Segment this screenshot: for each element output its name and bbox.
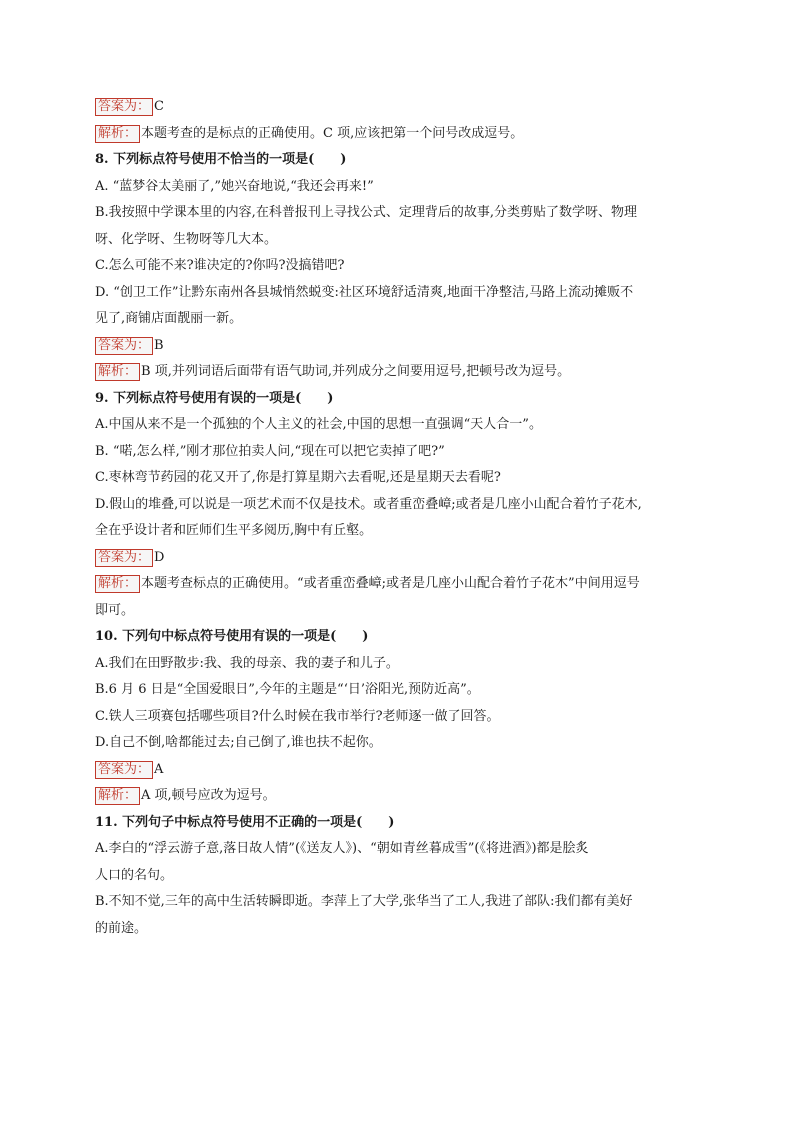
analysis-tag: 解析： [95, 575, 140, 593]
answer-value: D [154, 549, 165, 565]
analysis-text: 本题考查的是标点的正确使用。C 项,应该把第一个问号改成逗号。 [141, 125, 524, 141]
answer-tag: 答案为： [95, 549, 153, 567]
answer-tag: 答案为： [95, 98, 153, 116]
answer-value: C [154, 99, 164, 114]
analysis-line-q7 [95, 121, 705, 148]
option-b-q8-line2: 呀、化学呀、生物呀等几大本。 [95, 231, 278, 247]
answer-tag: 答案为： [95, 337, 153, 355]
document-content [95, 94, 705, 942]
question-stem-10: 10. 下列句中标点符号使用有误的一项是( ) [95, 629, 369, 644]
option-d-q9-line2: 全在乎设计者和匠师们生平多阅历,胸中有丘壑。 [95, 523, 373, 538]
analysis-tag: 解析： [95, 363, 140, 381]
option-d-q8-line1: D. “创卫工作”让黔东南州各县城悄然蜕变:社区环境舒适清爽,地面干净整洁,马路上流动摊贩不 [95, 284, 634, 300]
analysis-line-q8 [95, 359, 705, 386]
analysis-line-q9-cont: 即可。 [95, 602, 135, 618]
option-a-q9: A.中国从来不是一个孤独的个人主义的社会,中国的思想一直强调“天人合一”。 [95, 417, 542, 432]
option-b-q9: B. “喏,怎么样,”刚才那位拍卖人问,“现在可以把它卖掉了吧?” [95, 443, 445, 459]
answer-line-q7 [95, 94, 705, 121]
analysis-line-q9 [95, 571, 705, 598]
question-stem-8: 8. 下列标点符号使用不恰当的一项是( ) [95, 152, 347, 167]
option-a-q10: A.我们在田野散步:我、我的母亲、我的妻子和儿子。 [95, 655, 399, 671]
answer-tag: 答案为： [95, 761, 153, 779]
option-a-q11-line2: 人口的名句。 [95, 867, 174, 883]
analysis-tag: 解析： [95, 125, 140, 143]
question-stem-11: 11. 下列句子中标点符号使用不正确的一项是( ) [95, 814, 395, 830]
option-b-q11-line2: 的前途。 [95, 920, 148, 936]
option-a-q8: A. “蓝梦谷太美丽了,”她兴奋地说,“我还会再来!” [95, 178, 374, 194]
question-stem-9: 9. 下列标点符号使用有误的一项是( ) [95, 390, 334, 406]
analysis-tag: 解析： [95, 787, 140, 805]
option-d-q10: D.自己不倒,啥都能过去;自己倒了,谁也扶不起你。 [95, 735, 382, 750]
option-c-q8: C.怎么可能不来?谁决定的?你吗?没搞错吧? [95, 258, 345, 273]
answer-value: B [154, 337, 164, 353]
answer-line-q8 [95, 333, 705, 360]
answer-value: A [154, 761, 164, 777]
option-a-q11-line1: A.李白的“浮云游子意,落日故人情”(《送友人》)、“朝如青丝暮成雪”(《将进酒》)都是脍炙 [95, 841, 589, 856]
option-d-q9-line1: D.假山的堆叠,可以说是一项艺术而不仅是技术。或者重峦叠嶂;或者是几座小山配合着竹子花木, [95, 496, 642, 512]
option-d-q8-line2: 见了,商铺店面靓丽一新。 [95, 311, 243, 326]
analysis-text: 本题考查标点的正确使用。“或者重峦叠嶂;或者是几座小山配合着竹子花木”中间用逗号 [141, 576, 640, 591]
answer-line-q9 [95, 545, 705, 572]
option-b-q11-line1: B.不知不觉,三年的高中生活转瞬即逝。李萍上了大学,张华当了工人,我进了部队:我们都有美好 [95, 894, 633, 909]
analysis-line-q10 [95, 783, 705, 810]
option-b-q10: B.6 月 6 日是“全国爱眼日”,今年的主题是“‘日’浴阳光,预防近高”。 [95, 682, 480, 697]
answer-line-q10 [95, 757, 705, 784]
option-b-q8-line1: B.我按照中学课本里的内容,在科普报刊上寻找公式、定理背后的故事,分类剪贴了数学呀、物理 [95, 205, 637, 220]
analysis-text: B 项,并列词语后面带有语气助词,并列成分之间要用逗号,把顿号改为逗号。 [141, 364, 571, 379]
option-c-q10: C.铁人三项赛包括哪些项目?什么时候在我市举行?老师逐一做了回答。 [95, 708, 500, 724]
option-c-q9: C.枣林弯节药园的花又开了,你是打算星期六去看呢,还是星期天去看呢? [95, 470, 501, 485]
analysis-text: A 项,顿号应改为逗号。 [141, 788, 276, 803]
